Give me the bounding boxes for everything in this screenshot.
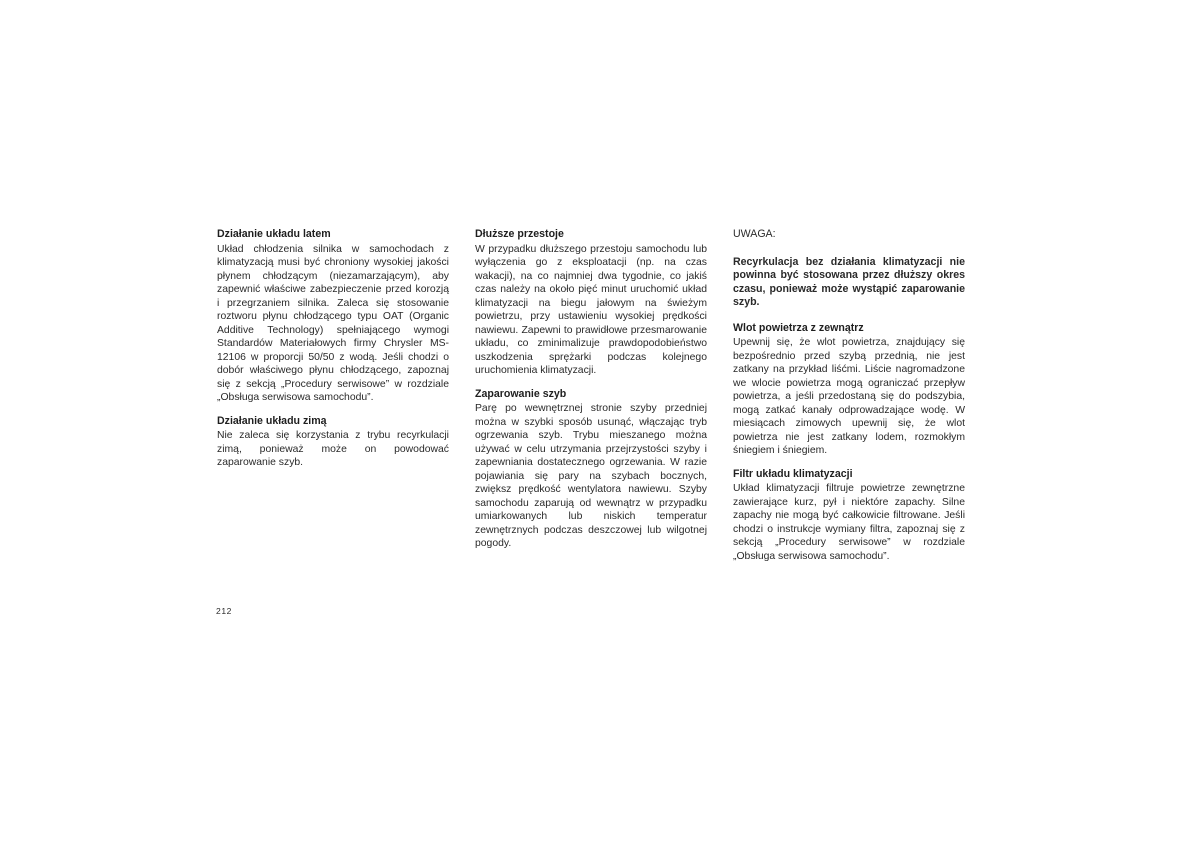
section-text-winter: Nie zaleca się korzystania z trybu recyrkulacji zimą, ponieważ może on powodować zaparowanie szyb. [217, 430, 449, 468]
note-label: UWAGA: [733, 228, 776, 240]
middle-column [475, 228, 707, 561]
note-text: Recyrkulacja bez działania klimatyzacji nie powinna być stosowana przez dłuższy okres czasu, ponieważ może wystąpić zaparowanie szyb. [733, 255, 965, 308]
section-text-long-idle: W przypadku dłuższego przestoju samochodu lub wyłączenia go z eksploatacji (np. na czas wakacji), na co najmniej dwa tygodnie, co jakiś czas należy na około pięć minut uruchomić układ klimatyzacji na biegu jałowym na świeżym powietrzu, przy ustawieniu wysokiej prędkości nawiewu. Zapewni to prawidłowe przesmarowanie układu, co zminimalizuje prawdopodobieństwo uszkodzenia sprężarki podczas kolejnego uruchomienia klimatyzacji. [475, 243, 707, 376]
section-heading-summer: Działanie układu latem [217, 228, 331, 240]
left-column [217, 228, 449, 480]
page-number: 212 [216, 606, 232, 616]
section-heading-fogging: Zaparowanie szyb [475, 387, 567, 400]
section-text-summer: Układ chłodzenia silnika w samochodach z klimatyzacją musi być chroniony wysokiej jakości płynem chłodzącym (niezamarzającym), aby zapewnić właściwe zabezpieczenie przed korozją i przegrzaniem silnika. Zaleca się stosowanie roztworu płynu chłodzącego typu OAT (Organic Additive Technology) spełniającego wymogi Standardów Materiałowych firmy Chrysler MS-12106 w proporcji 50/50 z wodą. Jeśli chodzi o dobór właściwego płynu chłodzącego, zapoznaj się z sekcją „Procedury serwisowe” w rozdziale „Obsługa serwisowa samochodu”. [217, 243, 449, 403]
section-heading-air-intake: Wlot powietrza z zewnątrz [733, 321, 864, 334]
section-heading-ac-filter: Filtr układu klimatyzacji [733, 467, 853, 480]
section-heading-long-idle: Dłuższe przestoje [475, 228, 564, 240]
section-text-air-intake: Upewnij się, że wlot powietrza, znajdujący się bezpośrednio przed szybą przednią, nie jest zatkany na przykład liśćmi. Liście nagromadzone we wlocie powietrza mogą ograniczać przepływ powietrza, a jeśli przedostaną się do podszybia, mogą zatkać kanały odprowadzające wodę. W miesiącach zimowych upewnij się, że wlot powietrza nie jest zatkany lodem, rozmokłym śniegiem i śniegiem. [733, 337, 965, 456]
right-column [733, 228, 965, 573]
section-text-ac-filter: Układ klimatyzacji filtruje powietrze zewnętrzne zawierające kurz, pył i niektóre zapachy. Silne zapachy nie mogą być całkowicie filtrowane. Jeśli chodzi o instrukcje wymiany filtra, zapoznaj się z sekcją „Procedury serwisowe” w rozdziale „Obsługa serwisowa samochodu”. [733, 483, 965, 562]
section-text-fogging: Parę po wewnętrznej stronie szyby przedniej można w szybki sposób usunąć, włączając tryb ogrzewania szyb. Trybu mieszanego można używać w celu utrzymania przejrzystości szyby i zapewniania dostatecznego ogrzewania. W razie pojawiania się pary na szybach bocznych, zwiększ prędkość wentylatora nawiewu. Szyby samochodu zaparują od wewnątrz w przypadku umiarkowanych lub niskich temperatur zewnętrznych podczas deszczowej lub wilgotnej pogody. [475, 403, 707, 549]
section-heading-winter: Działanie układu zimą [217, 414, 327, 427]
